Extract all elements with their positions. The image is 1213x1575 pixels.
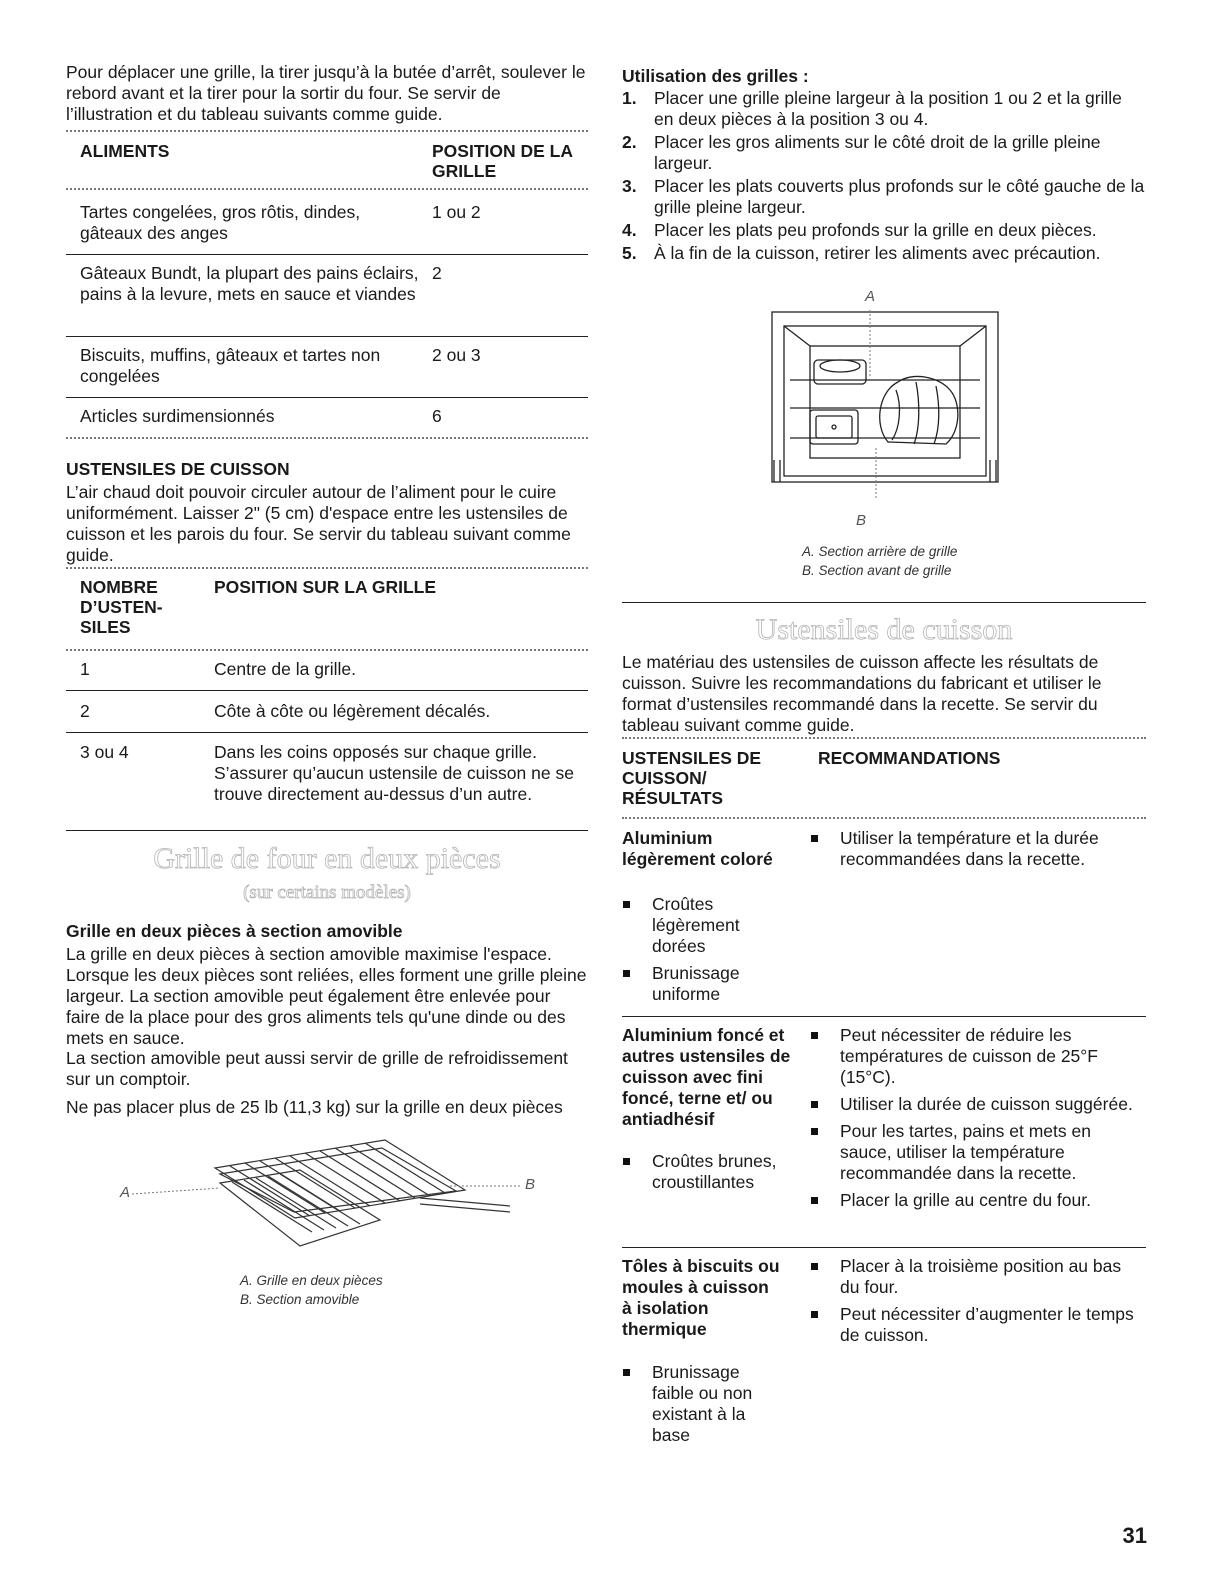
table-header-cookware: USTENSILES DE CUISSON/ RÉSULTATS (622, 748, 762, 808)
row-divider (66, 336, 588, 337)
table-header-count: NOMBRE D’USTEN-SILES (80, 577, 163, 637)
figure-caption-b: B. Section avant de grille (802, 563, 952, 578)
step-number: 4. (622, 220, 637, 240)
step-text: Placer une grille pleine largeur à la position 1 ou 2 et la grille en deux pièces à la position 3 ou 4. (654, 88, 1122, 129)
row-divider (66, 690, 588, 691)
cookware-paragraph: L’air chaud doit pouvoir circuler autour de l’aliment pour le cuire uniformément. Laisser 2" (5 cm) d'espace entre les ustensiles de cuisson et les parois du four. Se servir du tableau suivant comme guide. (66, 482, 571, 565)
step-number: 3. (622, 176, 637, 196)
row-divider (66, 254, 588, 255)
recommendation-list (810, 828, 1140, 876)
step-text: Placer les gros aliments sur le côté droit de la grille pleine largeur. (654, 132, 1101, 173)
result-list (622, 1151, 782, 1199)
table-header-position: POSITION DE LA GRILLE (432, 141, 573, 181)
table-cell-count: 2 (80, 701, 90, 721)
table-cell-food: Tartes congelées, gros rôtis, dindes, gâteaux des anges (80, 202, 361, 243)
table-cell-food: Biscuits, muffins, gâteaux et tartes non congelées (80, 345, 381, 386)
figure-caption-b: B. Section amovible (240, 1292, 360, 1307)
oven-illustration (770, 310, 1000, 500)
list-item (622, 88, 1146, 130)
cookware-name: Aluminium légèrement coloré (622, 828, 773, 869)
row-divider (66, 397, 588, 398)
table-header-recommendations: RECOMMANDATIONS (818, 748, 1001, 768)
figure-caption-a: A. Section arrière de grille (802, 544, 958, 559)
figure-label-a: A (120, 1184, 131, 1201)
divider (622, 737, 1146, 739)
subsection-heading: Grille en deux pièces à section amovible (66, 921, 403, 941)
table-cell-position: Dans les coins opposés sur chaque grille. S’assurer qu’aucun ustensile de cuisson ne se trouve directement au-dessus d’un autre. (214, 742, 574, 804)
list-item: Utiliser la température et la durée recommandées dans la recette. (810, 828, 1140, 870)
divider (66, 567, 588, 569)
divider (66, 188, 588, 190)
table-cell-position: 6 (432, 406, 442, 426)
row-divider (622, 1247, 1146, 1248)
cookware-name: Tôles à biscuits ou moules à cuisson à isolation thermique (622, 1256, 780, 1339)
list-item: Croûtes brunes, croustillantes (622, 1151, 782, 1193)
table-cell-position: 1 ou 2 (432, 202, 481, 222)
list-item: Peut nécessiter de réduire les températures de cuisson de 25°F (15°C). (810, 1025, 1140, 1088)
section-rule (622, 602, 1146, 603)
section-rule (66, 830, 588, 831)
split-paragraph-1: La grille en deux pièces à section amovible maximise l'espace. Lorsque les deux pièces sont reliées, elles forment une grille pleine largeur. La section amovible peut également être enlevée pour faire de la place pour des gros aliments tels qu'une dinde ou des mets en sauce. (66, 944, 587, 1048)
list-item: Peut nécessiter d’augmenter le temps de cuisson. (810, 1304, 1140, 1346)
list-item: Placer la grille au centre du four. (810, 1190, 1140, 1211)
split-paragraph-3: Ne pas placer plus de 25 lb (11,3 kg) sur la grille en deux pièces (66, 1097, 563, 1117)
divider (622, 817, 1146, 819)
recommendation-list (810, 1256, 1140, 1352)
section-subtitle: (sur certains modèles) (243, 882, 411, 903)
intro-paragraph: Pour déplacer une grille, la tirer jusqu’à la butée d’arrêt, soulever le rebord avant et la tirer pour la sortir du four. Se servir de l’illustration et du tableau suivants comme guide. (66, 62, 586, 124)
table-cell-position: 2 ou 3 (432, 345, 481, 365)
material-paragraph: Le matériau des ustensiles de cuisson affecte les résultats de cuisson. Suivre les recommandations du fabricant et utiliser le format d’ustensiles recommandé dans la recette. Se servir du tableau suivant comme guide. (622, 652, 1102, 735)
oven-drawing (770, 310, 1000, 500)
table-cell-count: 1 (80, 659, 90, 679)
table-header-position: POSITION SUR LA GRILLE (214, 577, 436, 597)
list-item: Brunissage faible ou non existant à la base (622, 1362, 782, 1446)
steps-list (622, 88, 1146, 266)
step-number: 5. (622, 243, 637, 263)
list-item (622, 176, 1146, 218)
list-item: Brunissage uniforme (622, 963, 782, 1005)
page-number: 31 (1122, 1523, 1147, 1548)
list-item (622, 220, 1146, 241)
step-text: À la fin de la cuisson, retirer les aliments avec précaution. (654, 243, 1101, 263)
table-header-food: ALIMENTS (80, 141, 170, 161)
subsection-heading: Utilisation des grilles : (622, 66, 809, 86)
cookware-name: Aluminium foncé et autres ustensiles de cuisson avec fini foncé, terne et/ ou antiadhésif (622, 1025, 791, 1129)
table-cell-count: 3 ou 4 (80, 742, 129, 762)
list-item: Placer à la troisième position au bas du four. (810, 1256, 1140, 1298)
list-item: Croûtes légèrement dorées (622, 894, 782, 957)
step-text: Placer les plats peu profonds sur la grille en deux pièces. (654, 220, 1097, 240)
split-paragraph-2: La section amovible peut aussi servir de grille de refroidissement sur un comptoir. (66, 1048, 568, 1089)
row-divider (66, 732, 588, 733)
table-cell-position: 2 (432, 263, 442, 283)
split-rack-illustration (120, 1128, 540, 1268)
figure-label-b: B (856, 512, 867, 529)
step-text: Placer les plats couverts plus profonds sur le côté gauche de la grille pleine largeur. (654, 176, 1145, 217)
result-list (622, 894, 782, 1011)
row-divider (622, 1016, 1146, 1017)
list-item (622, 132, 1146, 174)
list-item (622, 243, 1146, 264)
result-list (622, 1362, 782, 1452)
list-item: Pour les tartes, pains et mets en sauce, utiliser la température recommandée dans la recette. (810, 1121, 1140, 1184)
figure-caption-a: A. Grille en deux pièces (240, 1273, 383, 1288)
split-rack-drawing (120, 1128, 540, 1268)
section-title: Grille de four en deux pièces (153, 842, 501, 875)
recommendation-list (810, 1025, 1140, 1217)
table-cell-position: Centre de la grille. (214, 659, 357, 679)
divider (66, 649, 588, 651)
table-cell-food: Articles surdimensionnés (80, 406, 275, 426)
section-heading: USTENSILES DE CUISSON (66, 459, 290, 479)
figure-label-b: B (525, 1176, 536, 1193)
divider (66, 130, 588, 132)
step-number: 2. (622, 132, 637, 152)
figure-label-a: A (865, 288, 876, 305)
table-cell-food: Gâteaux Bundt, la plupart des pains éclairs, pains à la levure, mets en sauce et viandes (80, 263, 419, 304)
section-title: Ustensiles de cuisson (755, 613, 1013, 646)
divider (66, 437, 588, 439)
step-number: 1. (622, 88, 637, 108)
table-cell-position: Côte à côte ou légèrement décalés. (214, 701, 491, 721)
list-item: Utiliser la durée de cuisson suggérée. (810, 1094, 1140, 1115)
